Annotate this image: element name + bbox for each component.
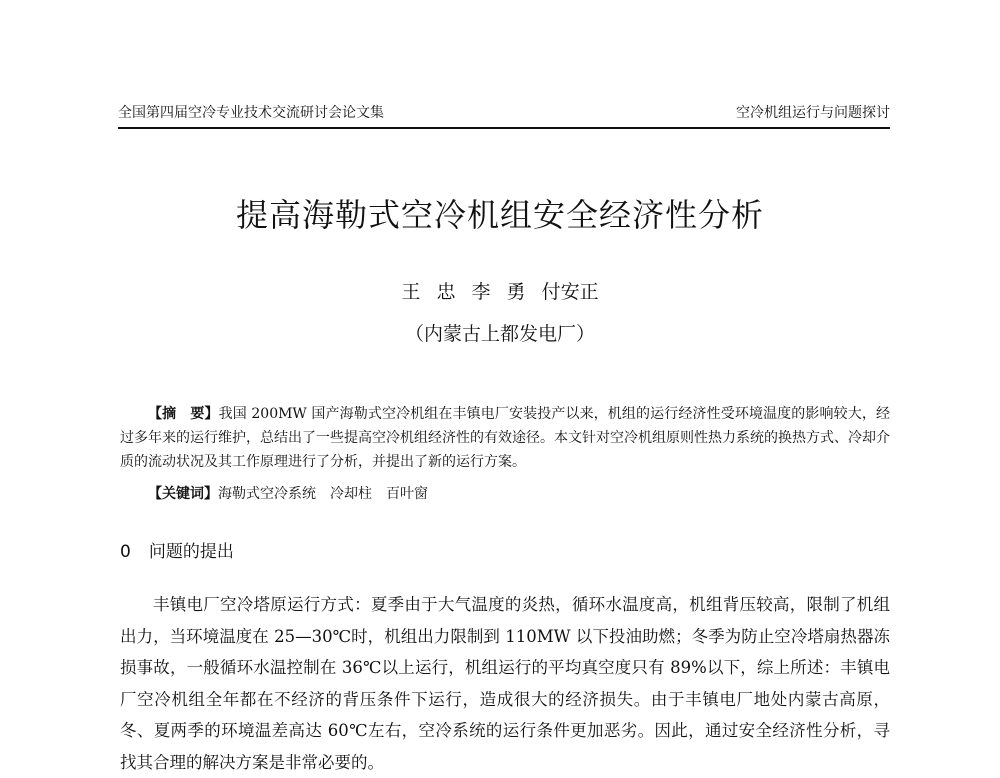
keyword-item: 海勒式空冷系统 [218, 486, 316, 502]
abstract-label: 【摘 要】 [148, 406, 219, 422]
running-header [118, 104, 890, 122]
keywords [120, 482, 890, 506]
paper-affiliation: （内蒙古上都发电厂） [404, 323, 595, 345]
keyword-item: 冷却柱 [330, 486, 372, 502]
section-heading [120, 541, 234, 563]
abstract-text: 我国 200MW 国产海勒式空冷机组在丰镇电厂安装投产以来，机组的运行经济性受环境温度的影响较大，经过多年来的运行维护，总结出了一些提高空冷机组经济性的有效途径。本文针对空冷机组原则性热力系统的换热方式、冷却介质的流动状况及其工作原理进行了分析，并提出了新的运行方案。 [120, 406, 890, 470]
body-text [120, 589, 890, 778]
header-rule [118, 127, 890, 129]
keyword-item: 百叶窗 [386, 486, 428, 502]
body-paragraph: 丰镇电厂空冷塔原运行方式：夏季由于大气温度的炎热，循环水温度高，机组背压较高，限制了机组出力，当环境温度在 25—30℃时，机组出力限制到 110MW 以下投油助燃；冬季为防止空冷塔扇热器冻损事故，一般循环水温控制在 36℃以上运行，机组运行的平均真空度只有 89%以下，综上所述：丰镇电厂空冷机组全年都在不经济的背压条件下运行，造成很大的经济损失。由于丰镇电厂地处内蒙古高原，冬、夏两季的环境温差高达 60℃左右，空冷系统的运行条件更加恶劣。因此，通过安全经济性分析，寻找其合理的解决方案是非常必要的。 [120, 595, 890, 772]
header-right-text: 空冷机组运行与问题探讨 [736, 105, 890, 121]
abstract [120, 402, 890, 474]
header-left-text: 全国第四届空冷专业技术交流研讨会论文集 [118, 105, 384, 121]
section-number: 0 [120, 542, 131, 562]
section-title: 问题的提出 [148, 542, 234, 562]
paper-title: 提高海勒式空冷机组安全经济性分析 [235, 196, 764, 234]
abstract-paragraph [120, 402, 890, 474]
paper-authors: 王 忠 李 勇 付安正 [401, 281, 599, 303]
keywords-label: 【关键词】 [148, 486, 218, 502]
